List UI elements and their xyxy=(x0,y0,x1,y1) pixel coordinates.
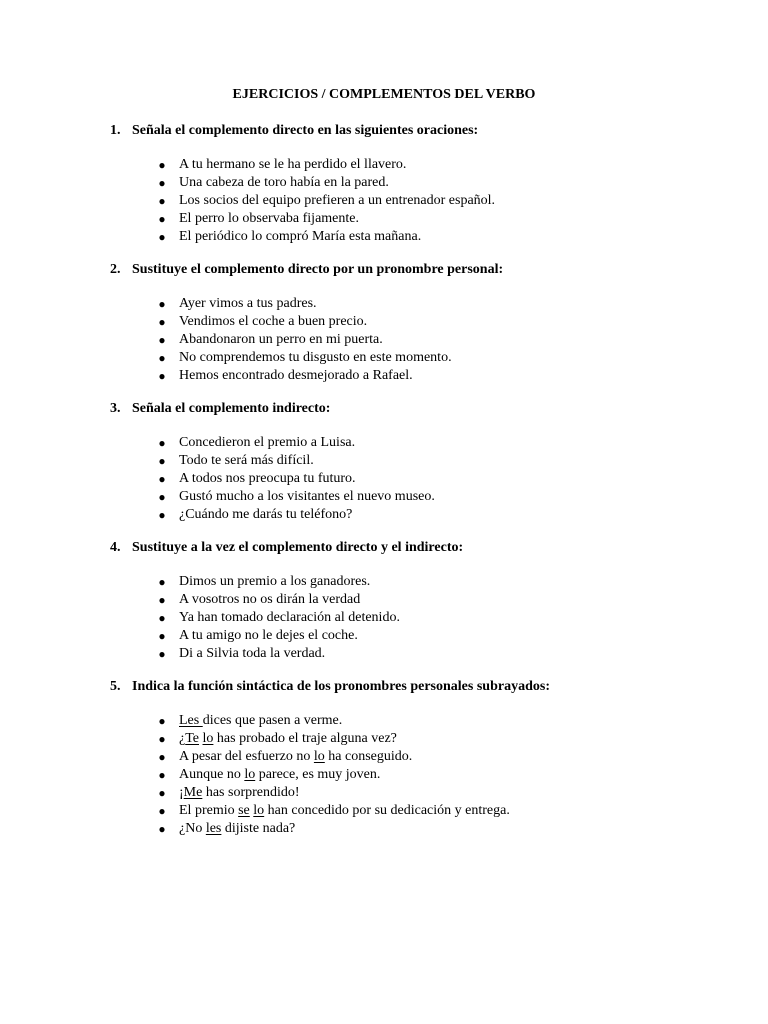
exercise-number: 4. xyxy=(110,540,121,555)
bullet-icon: ● xyxy=(158,297,166,311)
bullet-icon: ● xyxy=(158,629,166,643)
bullet-icon: ● xyxy=(158,472,166,486)
text-segment: El premio xyxy=(179,803,239,818)
exercise-number: 5. xyxy=(110,679,121,694)
item-text xyxy=(179,748,412,766)
text-segment: ha conseguido. xyxy=(324,749,413,764)
underlined-pronoun: Les xyxy=(179,713,203,728)
exercise-heading xyxy=(110,678,550,696)
exercise-heading xyxy=(110,400,330,418)
bullet-icon: ● xyxy=(158,611,166,625)
bullet-icon: ● xyxy=(158,714,166,728)
underlined-pronoun: Te xyxy=(185,731,200,746)
page-title: EJERCICIOS / COMPLEMENTOS DEL VERBO xyxy=(232,87,536,102)
item-text: Di a Silvia toda la verdad. xyxy=(179,646,326,661)
item-text: A vosotros no os dirán la verdad xyxy=(179,592,361,607)
exercise-heading xyxy=(110,539,463,557)
bullet-icon: ● xyxy=(158,804,166,818)
exercise-instruction: Sustituye el complemento directo por un pronombre personal: xyxy=(132,262,504,277)
text-segment: ¿ xyxy=(179,731,186,746)
bullet-icon: ● xyxy=(158,786,166,800)
underlined-pronoun: les xyxy=(205,821,222,836)
item-text xyxy=(179,730,397,748)
exercise-instruction: Sustituye a la vez el complemento directo y el indirecto: xyxy=(132,540,464,555)
text-segment: dijiste nada? xyxy=(221,821,296,836)
item-text: A tu amigo no le dejes el coche. xyxy=(179,628,358,643)
text-segment: Aunque no xyxy=(179,767,245,782)
item-text: ¿Cuándo me darás tu teléfono? xyxy=(179,507,353,522)
item-text: No comprendemos tu disgusto en este momento. xyxy=(179,350,452,365)
item-text xyxy=(179,802,510,820)
item-text: A tu hermano se le ha perdido el llavero. xyxy=(179,157,407,172)
text-segment: has sorprendido! xyxy=(202,785,300,800)
item-text: A todos nos preocupa tu futuro. xyxy=(179,471,356,486)
bullet-icon: ● xyxy=(158,176,166,190)
exercise-number: 2. xyxy=(110,262,121,277)
item-text: Concedieron el premio a Luisa. xyxy=(179,435,356,450)
item-text xyxy=(179,820,295,838)
item-text: Los socios del equipo prefieren a un entrenador español. xyxy=(179,193,496,208)
bullet-icon: ● xyxy=(158,194,166,208)
bullet-icon: ● xyxy=(158,230,166,244)
bullet-icon: ● xyxy=(158,768,166,782)
bullet-icon: ● xyxy=(158,212,166,226)
item-text: El perro lo observaba fijamente. xyxy=(179,211,359,226)
bullet-icon: ● xyxy=(158,369,166,383)
bullet-icon: ● xyxy=(158,750,166,764)
item-text xyxy=(179,766,380,784)
item-text xyxy=(179,784,300,802)
exercise-number: 1. xyxy=(110,123,121,138)
exercise-instruction: Señala el complemento directo en las siguientes oraciones: xyxy=(132,123,479,138)
bullet-icon: ● xyxy=(158,508,166,522)
item-text: Gustó mucho a los visitantes el nuevo museo. xyxy=(179,489,435,504)
bullet-icon: ● xyxy=(158,454,166,468)
bullet-icon: ● xyxy=(158,333,166,347)
exercise-heading xyxy=(110,122,478,140)
item-text: Una cabeza de toro había en la pared. xyxy=(179,175,389,190)
bullet-icon: ● xyxy=(158,436,166,450)
text-segment: ¿No xyxy=(179,821,206,836)
exercise-instruction: Indica la función sintáctica de los pronombres personales subrayados: xyxy=(132,679,550,694)
bullet-icon: ● xyxy=(158,575,166,589)
item-text: Abandonaron un perro en mi puerta. xyxy=(179,332,383,347)
item-text: Todo te será más difícil. xyxy=(179,453,314,468)
exercise-heading xyxy=(110,261,503,279)
bullet-icon: ● xyxy=(158,822,166,836)
text-segment: ¡ xyxy=(179,785,184,800)
bullet-icon: ● xyxy=(158,351,166,365)
underlined-pronoun: lo xyxy=(253,803,265,818)
underlined-pronoun: se xyxy=(238,803,250,818)
item-text: El periódico lo compró María esta mañana. xyxy=(179,229,422,244)
item-text xyxy=(179,712,342,730)
text-segment: parece, es muy joven. xyxy=(255,767,381,782)
text-segment: A pesar del esfuerzo no xyxy=(179,749,314,764)
exercise-number: 3. xyxy=(110,401,121,416)
text-segment: dices que pasen a verme. xyxy=(202,713,343,728)
item-text: Ayer vimos a tus padres. xyxy=(179,296,317,311)
text-segment: han concedido por su dedicación y entrega. xyxy=(264,803,510,818)
bullet-icon: ● xyxy=(158,158,166,172)
bullet-icon: ● xyxy=(158,490,166,504)
text-segment: has probado el traje alguna vez? xyxy=(213,731,397,746)
item-text: Ya han tomado declaración al detenido. xyxy=(179,610,400,625)
underlined-pronoun: lo xyxy=(244,767,256,782)
bullet-icon: ● xyxy=(158,593,166,607)
bullet-icon: ● xyxy=(158,315,166,329)
bullet-icon: ● xyxy=(158,732,166,746)
bullet-icon: ● xyxy=(158,647,166,661)
item-text: Vendimos el coche a buen precio. xyxy=(179,314,368,329)
underlined-pronoun: lo xyxy=(313,749,325,764)
underlined-pronoun: Me xyxy=(183,785,203,800)
item-text: Dimos un premio a los ganadores. xyxy=(179,574,371,589)
underlined-pronoun: lo xyxy=(202,731,214,746)
item-text: Hemos encontrado desmejorado a Rafael. xyxy=(179,368,413,383)
exercise-instruction: Señala el complemento indirecto: xyxy=(132,401,331,416)
